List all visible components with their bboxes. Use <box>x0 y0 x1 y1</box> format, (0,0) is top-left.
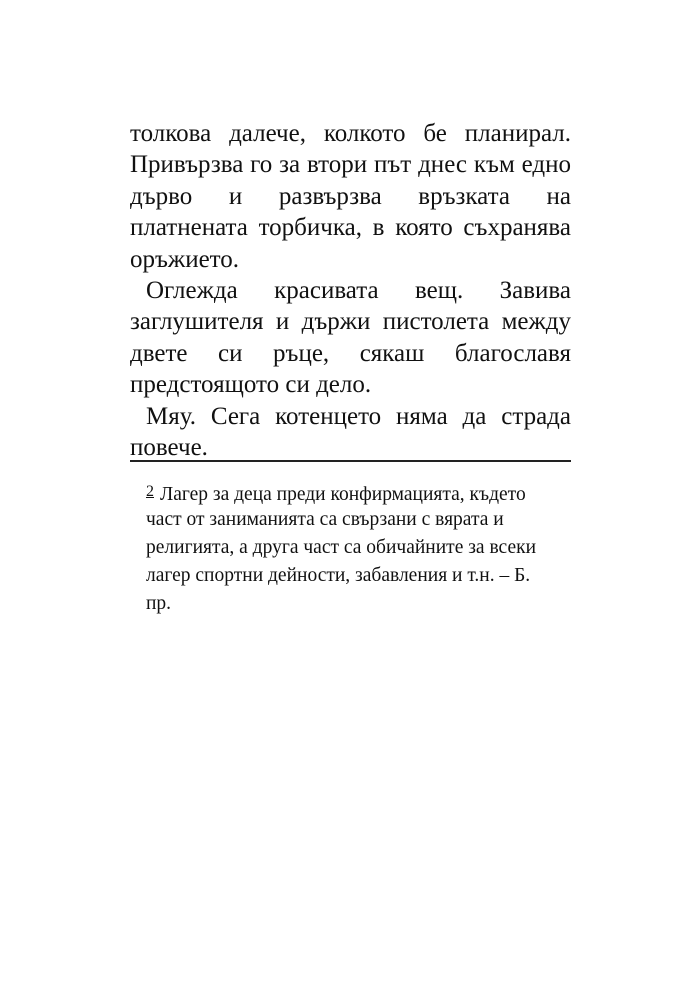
footnote-line: пр. <box>146 593 172 614</box>
text-line: повече. <box>130 433 208 461</box>
footnote-line <box>146 478 571 506</box>
footnote-line: част от заниманията са свързани с вярата и <box>146 509 504 530</box>
text-line: предстоящото си дело. <box>130 371 372 399</box>
footnote-line: религията, а друга част са обичайните за всеки <box>146 537 537 558</box>
text-line: Привързва го за втори път днес към едно <box>130 151 571 179</box>
text-line: дърво и развързва връзката на <box>130 182 571 210</box>
footnote-line-text: Лагер за деца преди конфирмацията, където <box>160 484 526 505</box>
text-line: Мяу. Сега котенцето няма да страда <box>146 402 571 430</box>
text-line: платнената торбичка, в която съхранява <box>130 214 571 242</box>
footnote-divider <box>130 460 571 462</box>
text-line: заглушителя и държи пистолета между <box>130 308 571 336</box>
text-line: Оглежда красивата вещ. Завива <box>146 276 571 304</box>
text-line: оръжието. <box>130 245 240 273</box>
footnote <box>146 478 571 618</box>
body-text <box>130 118 571 463</box>
text-line: двете си ръце, сякаш благославя <box>130 339 571 367</box>
footnote-marker: 2 <box>146 483 154 500</box>
footnote-line: лагер спортни дейности, забавления и т.н. – Б. <box>146 565 531 586</box>
text-line: толкова далече, колкото бе планирал. <box>130 120 571 147</box>
